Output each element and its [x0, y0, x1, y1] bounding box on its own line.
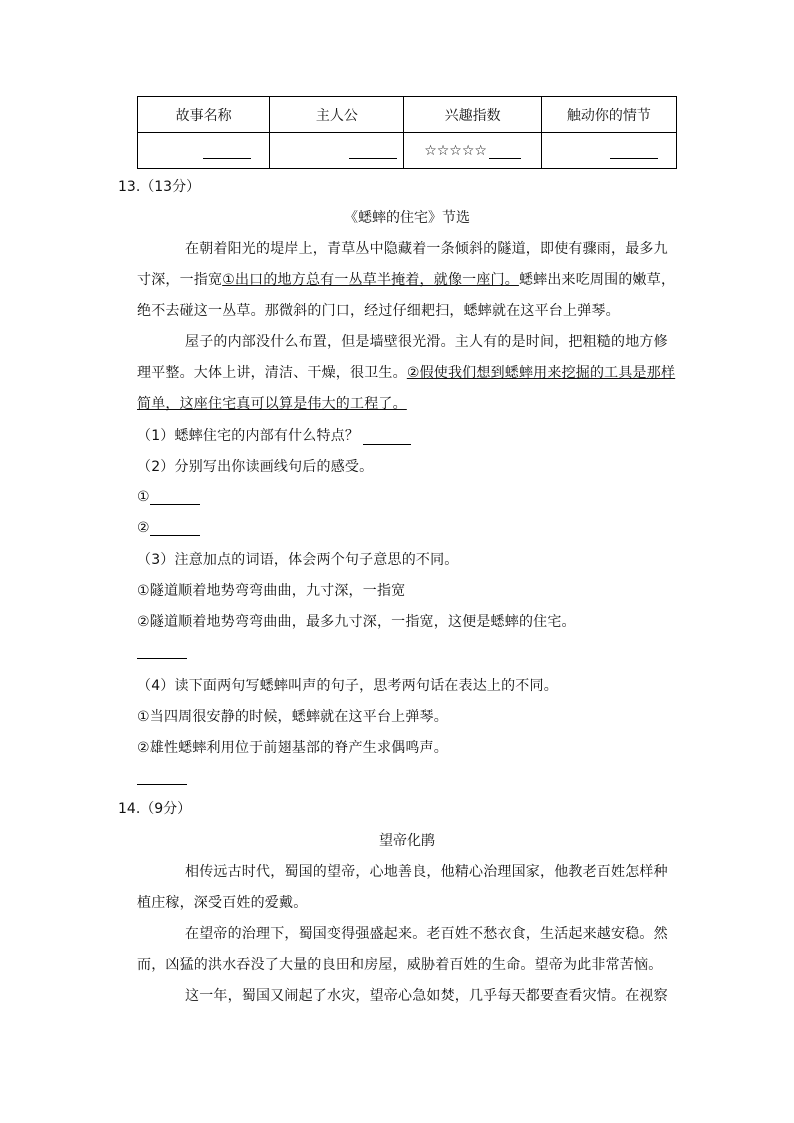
q13-sub3-b: ②隧道顺着地势弯弯曲曲，最多九寸深，一指宽，这便是蟋蟀的住宅。	[137, 614, 576, 630]
q13-para1-line1: 在朝着阳光的堤岸上，青草丛中隐藏着一条倾斜的隧道，即使有骤雨，最多九	[185, 241, 668, 257]
q14-para3-line1: 这一年，蜀国又闹起了水灾，望帝心急如焚，几乎每天都要查看灾情。在视察	[185, 988, 668, 1004]
q13-sub1	[137, 425, 677, 445]
q14-para1-line1: 相传远古时代，蜀国的望帝，心地善良，他精心治理国家，他教老百姓怎样种	[185, 864, 668, 880]
question-14-title: 望帝化鹃	[379, 833, 435, 849]
q13-sub2-b-label: ②	[137, 520, 150, 536]
q13-sub2-a	[137, 489, 677, 505]
story-table	[137, 96, 677, 169]
q13-para1-line2	[137, 269, 677, 289]
q13-sub3-answer-line[interactable]	[137, 658, 187, 659]
q13-sub1-answer-blank[interactable]	[363, 430, 411, 445]
table-answer-row	[138, 133, 677, 169]
q13-sub2-a-answer-blank[interactable]	[150, 490, 200, 505]
q13-sub2: （2）分别写出你读画线句后的感受。	[137, 459, 374, 475]
q13-sub2-a-label: ①	[137, 489, 150, 505]
answer-cell-protagonist[interactable]	[270, 133, 404, 169]
answer-cell-story-name[interactable]	[138, 133, 270, 169]
q13-sub2-b	[137, 520, 677, 536]
rating-stars[interactable]: ☆☆☆☆☆	[424, 142, 487, 159]
q13-sub2-b-answer-blank[interactable]	[150, 521, 200, 536]
answer-cell-touching-plot[interactable]	[541, 133, 676, 169]
q13-para2-line2-a: 理平整。大体上讲，清洁、干燥，很卫生。	[137, 365, 407, 381]
q13-para1-line3: 绝不去碰这一丛草。那微斜的门口，经过仔细耙扫，蟋蟀就在这平台上弹琴。	[137, 303, 620, 319]
header-interest-index: 兴趣指数	[404, 97, 541, 133]
underlined-sentence-2b: 简单，这座住宅真可以算是伟大的工程了。	[137, 396, 407, 412]
q13-para2-line3	[137, 393, 677, 413]
underlined-sentence-2a: ②假使我们想到蟋蟀用来挖掘的工具是那样	[406, 365, 676, 381]
q13-sub3: （3）注意加点的词语，体会两个句子意思的不同。	[137, 552, 459, 568]
header-story-name: 故事名称	[138, 97, 270, 133]
q13-para2-line2	[137, 362, 677, 382]
q13-sub4-b: ②雄性蟋蟀利用位于前翅基部的脊产生求偶鸣声。	[137, 740, 448, 756]
question-13-number: 13.（13分）	[118, 179, 201, 195]
q13-sub1-text: （1）蟋蟀住宅的内部有什么特点？	[137, 428, 360, 444]
q14-para1-line2: 植庄稼，深受百姓的爱戴。	[137, 895, 308, 911]
q13-sub4: （4）读下面两句写蟋蟀叫声的句子，思考两句话在表达上的不同。	[137, 678, 558, 694]
header-touching-plot: 触动你的情节	[541, 97, 676, 133]
q13-sub4-answer-line[interactable]	[137, 784, 187, 785]
question-13-title: 《蟋蟀的住宅》节选	[344, 210, 470, 226]
q13-sub3-a: ①隧道顺着地势弯弯曲曲，九寸深，一指宽	[137, 583, 406, 599]
underlined-sentence-1: ①出口的地方总有一丛草半掩着，就像一座门。	[222, 272, 519, 288]
q13-para2-line1: 屋子的内部没什么布置，但是墙壁很光滑。主人有的是时间，把粗糙的地方修	[185, 334, 668, 350]
q14-para2-line1: 在望帝的治理下，蜀国变得强盛起来。老百姓不愁衣食，生活起来越安稳。然	[185, 926, 668, 942]
answer-cell-interest-index[interactable]	[404, 133, 541, 169]
q13-para1-line2-c: 蟋蟀出来吃周围的嫩草，	[518, 272, 676, 288]
question-14-number: 14.（9分）	[118, 801, 192, 817]
header-protagonist: 主人公	[270, 97, 404, 133]
table-header-row	[138, 97, 677, 133]
q14-para2-line2: 而，凶猛的洪水吞没了大量的良田和房屋，威胁着百姓的生命。望帝为此非常苦恼。	[137, 957, 663, 973]
q13-para1-line2-a: 寸深，一指宽	[137, 272, 223, 288]
q13-sub4-a: ①当四周很安静的时候，蟋蟀就在这平台上弹琴。	[137, 709, 448, 725]
